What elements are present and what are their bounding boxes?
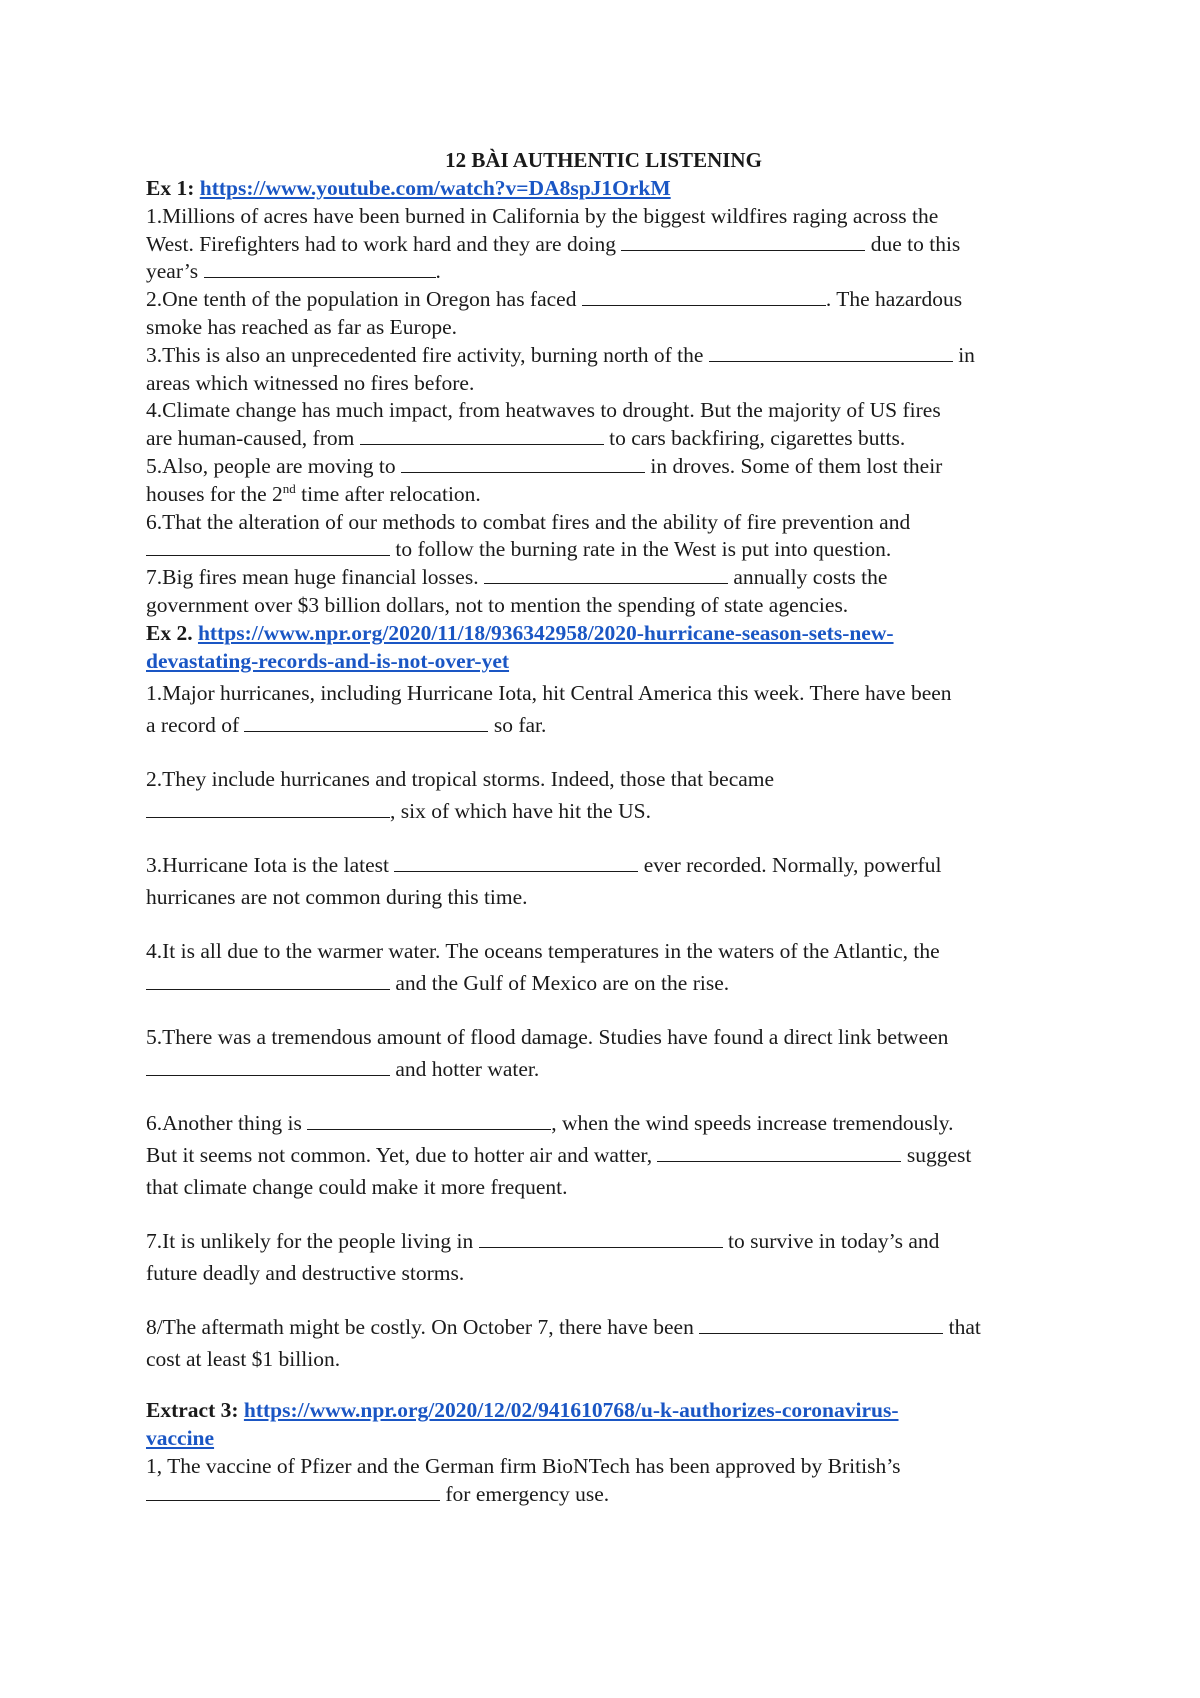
exercise-2-heading bbox=[146, 620, 1066, 676]
ex1-line: 4.Climate change has much impact, from heatwaves to drought. But the majority of US fires bbox=[146, 398, 941, 423]
ex2-line: 3.Hurricane Iota is the latest ever recorded. Normally, powerful bbox=[146, 853, 942, 878]
ex2-line: future deadly and destructive storms. bbox=[146, 1261, 465, 1286]
exercise-1 bbox=[146, 175, 1066, 620]
ex1-line: 5.Also, people are moving to in droves. Some of them lost their bbox=[146, 453, 943, 478]
ex2-line: and hotter water. bbox=[146, 1053, 1066, 1085]
exercise-2-link[interactable]: https://www.npr.org/2020/11/18/936342958/2020-hurricane-season-sets-new- bbox=[197, 620, 894, 645]
answer-blank[interactable] bbox=[657, 1160, 901, 1162]
answer-blank[interactable] bbox=[699, 1332, 943, 1334]
ex1-line: 3.This is also an unprecedented fire activity, burning north of the in bbox=[146, 342, 975, 367]
answer-blank[interactable] bbox=[621, 249, 865, 251]
ex1-line: to follow the burning rate in the West is put into question. bbox=[146, 536, 1066, 564]
ex1-line: smoke has reached as far as Europe. bbox=[146, 314, 458, 339]
page-title: 12 BÀI AUTHENTIC LISTENING bbox=[445, 148, 762, 172]
answer-blank[interactable] bbox=[401, 471, 645, 473]
ex2-line: a record of so far. bbox=[146, 713, 547, 738]
exercise-2-link-cont[interactable]: devastating-records-and-is-not-over-yet bbox=[146, 648, 510, 673]
ex2-line: 7.It is unlikely for the people living in to survive in today’s and bbox=[146, 1229, 940, 1254]
answer-blank[interactable] bbox=[204, 276, 436, 278]
ex1-line: year’s . bbox=[146, 259, 441, 284]
ex1-line: are human-caused, from to cars backfiring, cigarettes butts. bbox=[146, 426, 906, 451]
ex2-line: But it seems not common. Yet, due to hotter air and watter, suggest bbox=[146, 1143, 972, 1168]
answer-blank[interactable] bbox=[307, 1128, 551, 1130]
answer-blank[interactable] bbox=[244, 730, 488, 732]
ex3-line: for emergency use. bbox=[146, 1481, 1066, 1509]
answer-blank[interactable] bbox=[360, 443, 604, 445]
exercise-1-link[interactable]: https://www.youtube.com/watch?v=DA8spJ1OrkM bbox=[199, 176, 671, 200]
answer-blank[interactable] bbox=[146, 554, 390, 556]
ex2-line: that climate change could make it more frequent. bbox=[146, 1175, 568, 1200]
ex2-line: 6.Another thing is , when the wind speeds increase tremendously. bbox=[146, 1111, 954, 1136]
ex1-line: areas which witnessed no fires before. bbox=[146, 370, 475, 395]
exercise-2-label: Ex 2. bbox=[146, 620, 193, 645]
answer-blank[interactable] bbox=[709, 360, 953, 362]
ex2-line: and the Gulf of Mexico are on the rise. bbox=[146, 967, 1066, 999]
ex2-line: cost at least $1 billion. bbox=[146, 1347, 341, 1372]
ex2-line: 1.Major hurricanes, including Hurricane Iota, hit Central America this week. There have been bbox=[146, 681, 952, 706]
ex2-line: 5.There was a tremendous amount of flood damage. Studies have found a direct link between bbox=[146, 1025, 949, 1050]
exercise-1-heading bbox=[146, 175, 1066, 203]
ex1-line: 2.One tenth of the population in Oregon has faced . The hazardous bbox=[146, 287, 963, 312]
exercise-3-label: Extract 3: bbox=[146, 1398, 239, 1423]
answer-blank[interactable] bbox=[146, 1074, 390, 1076]
ex2-line: 4.It is all due to the warmer water. The oceans temperatures in the waters of the Atlantic, the bbox=[146, 939, 940, 964]
exercise-3-link-cont[interactable]: vaccine bbox=[146, 1426, 215, 1451]
ex2-line: 2.They include hurricanes and tropical storms. Indeed, those that became bbox=[146, 767, 775, 792]
exercise-2 bbox=[146, 677, 1066, 1397]
ex2-line: , six of which have hit the US. bbox=[146, 795, 1066, 827]
ex1-line: government over $3 billion dollars, not to mention the spending of state agencies. bbox=[146, 592, 849, 617]
worksheet-content bbox=[146, 145, 1066, 1509]
answer-blank[interactable] bbox=[146, 816, 390, 818]
exercise-3 bbox=[146, 1397, 1066, 1508]
ex1-line: 7.Big fires mean huge financial losses. annually costs the bbox=[146, 565, 888, 590]
ex1-line: 1.Millions of acres have been burned in California by the biggest wildfires raging across the bbox=[146, 203, 939, 228]
answer-blank[interactable] bbox=[394, 870, 638, 872]
ex1-line: 6.That the alteration of our methods to combat fires and the ability of fire prevention and bbox=[146, 509, 911, 534]
ex2-line: hurricanes are not common during this time. bbox=[146, 885, 528, 910]
exercise-3-heading bbox=[146, 1397, 1066, 1425]
ex2-line: 8/The aftermath might be costly. On October 7, there have been that bbox=[146, 1315, 981, 1340]
ex1-line: West. Firefighters had to work hard and they are doing due to this bbox=[146, 231, 961, 256]
answer-blank[interactable] bbox=[484, 582, 728, 584]
answer-blank[interactable] bbox=[146, 1499, 440, 1501]
answer-blank[interactable] bbox=[479, 1246, 723, 1248]
answer-blank[interactable] bbox=[146, 988, 390, 990]
exercise-3-link[interactable]: https://www.npr.org/2020/12/02/941610768/u-k-authorizes-coronavirus- bbox=[243, 1398, 899, 1423]
ex3-line: 1, The vaccine of Pfizer and the German firm BioNTech has been approved by British’s bbox=[146, 1453, 901, 1478]
answer-blank[interactable] bbox=[582, 304, 826, 306]
exercise-1-label: Ex 1: bbox=[146, 176, 195, 200]
ex1-line: houses for the 2nd time after relocation. bbox=[146, 480, 481, 506]
